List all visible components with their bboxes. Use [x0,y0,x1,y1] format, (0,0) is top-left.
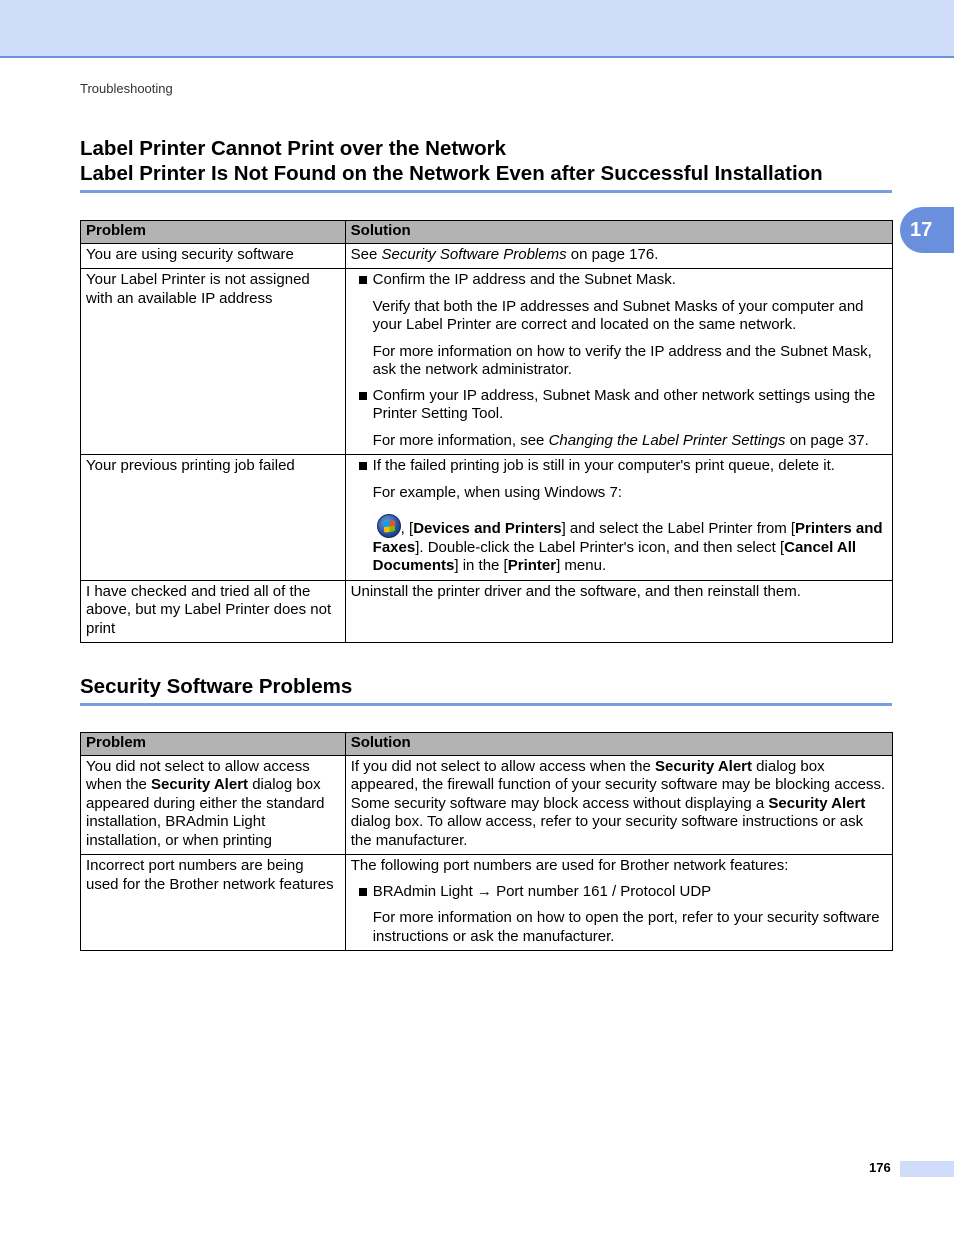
dialog-name: Security Alert [151,776,249,793]
cross-reference: Changing the Label Printer Settings [548,431,786,449]
bullet-detail: For more information on how to verify the IP address and the Subnet Mask, ask the network administrator. [372,342,872,378]
table-row [81,269,893,455]
detail-text: For more information, see [372,431,549,449]
solution-cell: Uninstall the printer driver and the software, and then reinstall them. [345,580,892,643]
column-header-problem: Problem [81,221,346,244]
problem-cell: Incorrect port numbers are being used for the Brother network features [81,855,346,951]
problem-cell: I have checked and tried all of the above, but my Label Printer does not print [81,580,346,643]
table-header-row [81,221,893,244]
bullet-detail: For more information on how to open the port, refer to your security software instructions or ask the manufacturer. [372,909,880,945]
solution-cell [345,755,892,855]
section-rule [80,190,892,193]
bullet-item: Confirm the IP address and the Subnet Mask. [351,271,887,290]
detail-text: , [ [400,520,414,537]
problem-cell: You are using security software [81,243,346,269]
detail-text: ]. Double-click the Label Printer's icon, and then select [ [415,538,785,556]
menu-label: Printer [507,557,557,574]
breadcrumb: Troubleshooting [80,81,173,96]
table-row [81,855,893,951]
table-header-row [81,733,893,756]
solution-text: on page 176. [566,245,659,263]
detail-text: ] in the [ [454,557,508,574]
section-rule [80,703,892,706]
bullet-item: BRAdmin Light → Port number 161 / Protocol UDP [351,883,887,902]
problem-text: dialog box appeared during either the standard installation, BRAdmin Light installation, or when printing [86,776,325,849]
detail-text: ] and select the Label Printer from [ [561,520,796,537]
solution-text: dialog box. To allow access, refer to your security software instructions or ask the manufacturer. [350,813,864,849]
bullet-detail: Verify that both the IP addresses and Subnet Masks of your computer and your Label Printer are correct and located on the same network. [372,297,864,333]
security-problems-table [80,732,893,951]
column-header-problem: Problem [81,733,346,756]
problem-cell [81,755,346,855]
windows-start-icon [377,514,401,538]
section-title-line1: Label Printer Cannot Print over the Network [80,137,507,160]
chapter-tab: 17 [900,207,954,253]
problem-text: You did not select to allow access when the [86,757,310,793]
dialog-name: Security Alert [655,757,753,775]
solution-intro: The following port numbers are used for Brother network features: [350,857,789,874]
table-row [81,755,893,855]
bullet-detail: For example, when using Windows 7: [372,483,622,501]
menu-label: Cancel All Documents [372,538,857,574]
network-problems-table [80,220,893,643]
bullet-item: If the failed printing job is still in your computer's print queue, delete it. [351,457,887,476]
bullet-item: Confirm your IP address, Subnet Mask and other network settings using the Printer Setting Tool. [351,387,887,424]
solution-text: If you did not select to allow access when the [350,757,656,775]
column-header-solution: Solution [345,733,892,756]
solution-cell [345,243,892,269]
header-band [0,0,954,58]
detail-text: ] menu. [556,557,607,574]
column-header-solution: Solution [345,221,892,244]
solution-text: See [350,245,382,263]
section-title [80,136,823,186]
bullet-detail [351,432,887,451]
cross-reference: Security Software Problems [381,245,567,263]
page-tab [900,1161,954,1177]
table-row [81,455,893,581]
detail-text: on page 37. [785,431,869,449]
table-row [81,243,893,269]
problem-cell: Your Label Printer is not assigned with an available IP address [81,269,346,455]
page-number: 176 [869,1160,891,1175]
solution-cell [345,455,892,581]
section-title-line2: Label Printer Is Not Found on the Network Even after Successful Installation [80,162,823,185]
security-section-title: Security Software Problems [80,675,353,698]
solution-cell [345,269,892,455]
menu-label: Printers and Faxes [372,520,883,556]
table-row [81,580,893,643]
problem-cell: Your previous printing job failed [81,455,346,581]
solution-cell [345,855,892,951]
solution-text: dialog box appeared, the firewall function of your security software may be blocking access. Some security software may block access without displaying a [350,757,886,812]
bullet-detail [351,514,887,576]
menu-label: Devices and Printers [413,520,562,537]
dialog-name: Security Alert [768,794,866,812]
